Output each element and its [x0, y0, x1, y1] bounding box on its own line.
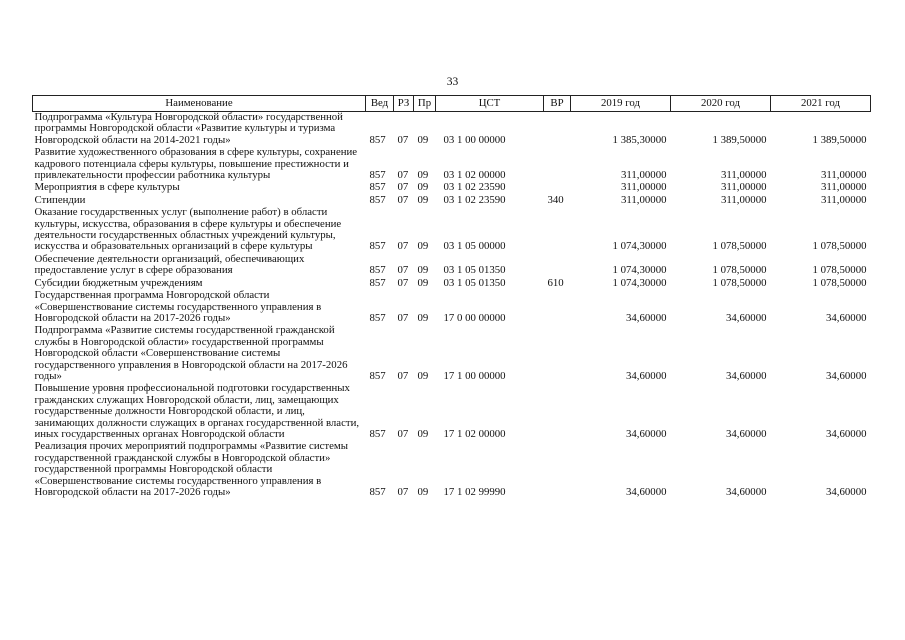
row-name: Реализация прочих мероприятий подпрограммы «Развитие системы государственной гражданской службы в Новгородской области» государственной программы Новгородской области «Совершенствование системы государственного управления в Новгородской области на 2017-2026 годы» [34, 440, 348, 498]
row-2019: 34,60000 [626, 427, 667, 440]
row-2020: 1 078,50000 [712, 264, 767, 277]
row-2020: 1 389,50000 [712, 133, 767, 146]
row-2021: 311,00000 [821, 169, 867, 182]
row-2020: 311,00000 [721, 169, 767, 182]
row-2021: 34,60000 [826, 486, 867, 498]
header-2021: 2021 год [771, 96, 871, 112]
row-ved: 857 [369, 276, 386, 289]
row-pr: 09 [417, 486, 429, 498]
row-cst: 03 1 00 00000 [443, 133, 506, 146]
row-rz: 07 [397, 181, 409, 194]
row-2021: 1 078,50000 [812, 276, 867, 289]
row-rz: 07 [397, 240, 409, 253]
row-vr [544, 254, 571, 278]
row-ved: 857 [369, 133, 386, 146]
row-cst: 17 1 00 00000 [443, 369, 506, 382]
row-name: Обеспечение деятельности организаций, обеспечивающих предоставление услуг в сфере образования [34, 252, 305, 277]
row-rz: 07 [397, 276, 409, 289]
row-name: Подпрограмма «Культура Новгородской области» государственной программы Новгородской области «Развитие культуры и туризма Новгородской области на 2014-2021 годы» [34, 111, 343, 146]
row-cst: 17 1 02 99990 [443, 486, 506, 498]
table-body [33, 112, 871, 500]
row-ved: 857 [369, 369, 386, 382]
row-ved: 857 [369, 169, 386, 182]
table-header [33, 96, 871, 112]
row-2019: 311,00000 [621, 169, 667, 182]
row-2020: 34,60000 [726, 486, 767, 498]
row-rz: 07 [397, 169, 409, 182]
row-2021: 34,60000 [826, 369, 867, 382]
row-ved: 857 [369, 486, 386, 498]
row-2021: 311,00000 [821, 193, 867, 206]
table-row [33, 182, 871, 194]
row-name: Развитие художественного образования в сфере культуры, сохранение кадрового потенциала сферы культуры, повышение престижности и привлекательности профессии работника культуры [34, 146, 358, 182]
row-2021: 34,60000 [826, 311, 867, 324]
row-2019: 1 074,30000 [612, 240, 667, 253]
row-rz: 07 [397, 264, 409, 277]
row-2020: 34,60000 [726, 427, 767, 440]
row-vr [544, 441, 571, 499]
table-row [33, 112, 871, 148]
row-2019: 34,60000 [626, 311, 667, 324]
table-row [33, 325, 871, 383]
row-pr: 09 [417, 169, 429, 182]
row-name: Повышение уровня профессиональной подготовки государственных гражданских служащих Новгородской области, лиц, замещающих государственные должности Новгородской области, и лиц, занимающих должности служащих в органах государственной власти, иных государственных органах Новгородской области [34, 382, 360, 440]
row-name: Мероприятия в сфере культуры [34, 181, 180, 194]
row-pr: 09 [417, 427, 429, 440]
row-vr [544, 383, 571, 441]
row-name: Государственная программа Новгородской области «Совершенствование системы государственного управления в Новгородской области на 2017-2026 годы» [34, 289, 322, 324]
row-rz: 07 [397, 133, 409, 146]
budget-table [32, 95, 871, 499]
row-cst: 03 1 02 23590 [443, 193, 506, 206]
row-ved: 857 [369, 311, 386, 324]
row-cst: 03 1 02 23590 [443, 181, 506, 194]
row-2020: 1 078,50000 [712, 240, 767, 253]
row-rz: 07 [397, 193, 409, 206]
row-pr: 09 [417, 181, 429, 194]
row-pr: 09 [417, 193, 429, 206]
row-pr: 09 [417, 276, 429, 289]
row-ved: 857 [369, 181, 386, 194]
row-vr [544, 290, 571, 325]
row-2019: 1 385,30000 [612, 133, 667, 146]
row-rz: 07 [397, 427, 409, 440]
header-2019: 2019 год [571, 96, 671, 112]
row-vr: 340 [547, 193, 564, 206]
header-name: Наименование [33, 96, 366, 112]
row-vr [544, 182, 571, 194]
row-rz: 07 [397, 369, 409, 382]
row-cst: 17 1 02 00000 [443, 427, 506, 440]
row-cst: 03 1 05 01350 [443, 276, 506, 289]
header-2020: 2020 год [671, 96, 771, 112]
row-cst: 03 1 05 00000 [443, 240, 506, 253]
row-2020: 1 078,50000 [712, 276, 767, 289]
row-2019: 311,00000 [621, 181, 667, 194]
row-2019: 311,00000 [621, 193, 667, 206]
row-pr: 09 [417, 240, 429, 253]
table-row [33, 207, 871, 254]
row-cst: 17 0 00 00000 [443, 311, 506, 324]
row-name: Подпрограмма «Развитие системы государственной гражданской службы в Новгородской области» государственной программы Новгородской области «Совершенствование системы государственного управления в Новгородской области на 2017-2026 годы» [34, 324, 348, 382]
row-name: Оказание государственных услуг (выполнение работ) в области культуры, искусства, образования в сфере культуры и обеспечение деятельности государственных областных учреждений культуры, искусства и образовательных организаций в сфере культуры [34, 206, 342, 253]
row-rz: 07 [397, 486, 409, 498]
row-name: Субсидии бюджетным учреждениям [34, 276, 203, 289]
row-2020: 34,60000 [726, 311, 767, 324]
row-vr [544, 325, 571, 383]
row-2019: 34,60000 [626, 369, 667, 382]
header-ved: Вед [366, 96, 394, 112]
table-row [33, 383, 871, 441]
row-ved: 857 [369, 193, 386, 206]
row-cst: 03 1 02 00000 [443, 169, 506, 182]
row-ved: 857 [369, 264, 386, 277]
header-cst: ЦСТ [436, 96, 544, 112]
row-rz: 07 [397, 311, 409, 324]
row-pr: 09 [417, 264, 429, 277]
row-2020: 34,60000 [726, 369, 767, 382]
row-2021: 1 078,50000 [812, 240, 867, 253]
row-2019: 1 074,30000 [612, 276, 667, 289]
row-2019: 1 074,30000 [612, 264, 667, 277]
table-row [33, 254, 871, 278]
row-2021: 1 078,50000 [812, 264, 867, 277]
row-cst: 03 1 05 01350 [443, 264, 506, 277]
row-vr [544, 207, 571, 254]
page-number: 33 [446, 76, 459, 88]
row-vr: 610 [547, 276, 564, 289]
row-vr [544, 112, 571, 148]
header-pr: Пр [414, 96, 436, 112]
row-pr: 09 [417, 133, 429, 146]
row-ved: 857 [369, 240, 386, 253]
row-vr [544, 147, 571, 182]
row-pr: 09 [417, 311, 429, 324]
table-row [33, 441, 871, 499]
row-2021: 311,00000 [821, 181, 867, 194]
header-rz: РЗ [394, 96, 414, 112]
row-pr: 09 [417, 369, 429, 382]
row-ved: 857 [369, 427, 386, 440]
table-row [33, 147, 871, 182]
table-row [33, 290, 871, 325]
row-2019: 34,60000 [626, 486, 667, 498]
header-vr: ВР [544, 96, 571, 112]
row-2021: 1 389,50000 [812, 133, 867, 146]
row-2020: 311,00000 [721, 181, 767, 194]
row-2021: 34,60000 [826, 427, 867, 440]
row-name: Стипендии [34, 193, 86, 206]
row-2020: 311,00000 [721, 193, 767, 206]
